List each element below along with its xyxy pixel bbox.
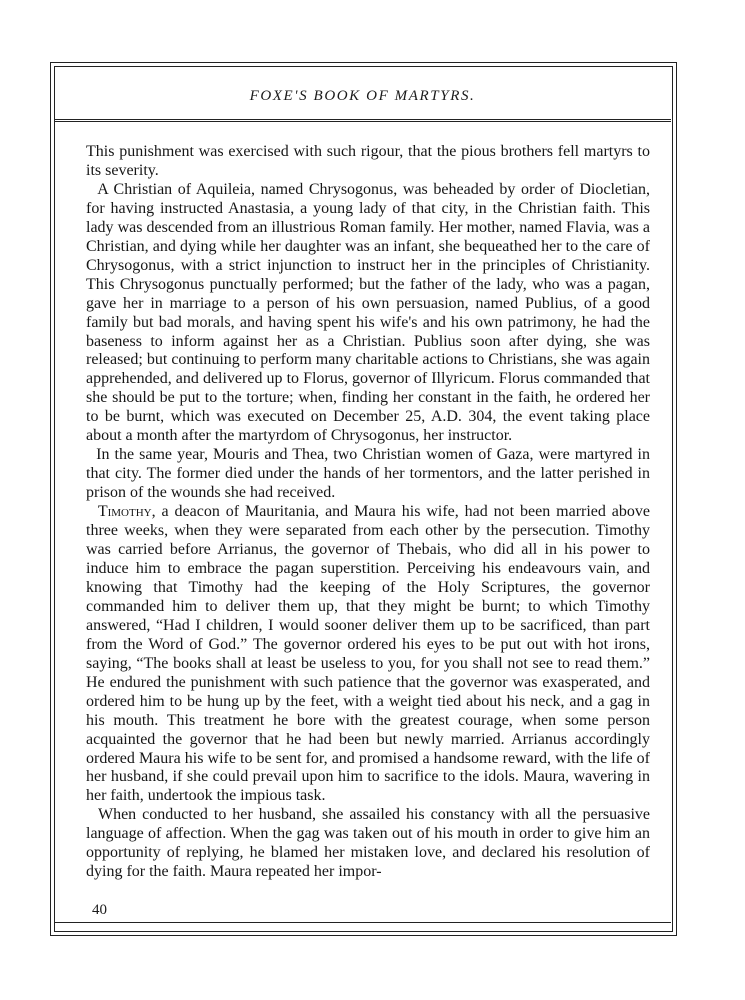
running-header-title: FOXE'S BOOK OF MARTYRS. [249,88,476,104]
footer-rule [54,922,671,923]
paragraph-2 [86,181,650,446]
paragraph-1 [86,143,650,181]
paragraph-text: In the same year, Mouris and Thea, two Christian women of Gaza, were martyred in that city. The former died under the hands of her tormentors, and the latter perished in prison of the wounds she had received. [86,446,651,502]
paragraph-3 [86,446,650,503]
paragraph-5 [86,806,650,882]
paragraph-lead-word: Timothy [97,503,152,521]
paragraph-text: This punishment was exercised with such rigour, that the pious brothers fell martyrs to its severity. [86,143,650,179]
body-text [86,143,650,882]
page-number: 40 [92,902,107,918]
paragraph-text: When conducted to her husband, she assailed his constancy with all the persuasive language of affection. When the gag was taken out of his mouth in order to give him an opportunity of replying, he blamed her mistaken love, and declared his resolution of dying for the faith. Maura repeated her impor- [86,806,651,881]
running-header [54,66,671,122]
paragraph-text: , a deacon of Mauritania, and Maura his wife, had not been married above three weeks, when they were separated from each other by the persecution. Timothy was carried before Arrianus, the governor of Thebais, who did all in his power to induce him to embrace the pagan superstition. Perceiving his endeavours vain, and knowing that Timothy had the keeping of the Holy Scriptures, the governor commanded him to deliver them up, that they might be burnt; to which Timothy answered, “Had I children, I would sooner deliver them up to be sacrificed, than part from the Word of God.” The governor ordered his eyes to be put out with hot irons, saying, “The books shall at least be useless to you, for you shall not see to read them.” He endured the punishment with such patience that the governor was exasperated, and ordered him to be hung up by the feet, with a weight tied about his neck, and a gag in his mouth. This treatment he bore with the greatest courage, when some person acquainted the governor that he had been but newly married. Arrianus accordingly ordered Maura his wife to be sent for, and promised a handsome reward, with the life of her husband, if she could prevail upon him to sacrifice to the idols. Maura, wavering in her faith, undertook the impious task. [86,503,651,805]
paragraph-4 [86,503,650,806]
paragraph-text: A Christian of Aquileia, named Chrysogonus, was beheaded by order of Diocletian, for having instructed Anastasia, a young lady of that city, in the Christian faith. This lady was descended from an illustrious Roman family. Her mother, named Flavia, was a Christian, and dying while her daughter was an infant, she bequeathed her to the care of Chrysogonus, with a strict injunction to instruct her in the principles of Christianity. This Chrysogonus punctually performed; but the father of the lady, who was a pagan, gave her in marriage to a person of his own persuasion, named Publius, of a good family but bad morals, and having spent his wife's and his own patrimony, he had the baseness to inform against her as a Christian. Publius soon after dying, she was released; but continuing to perform many charitable actions to Christians, she was again apprehended, and delivered up to Florus, governor of Illyricum. Florus commanded that she should be put to the torture; when, finding her constant in the faith, he ordered her to be burnt, which was executed on December 25, A.D. 304, the event taking place about a month after the martyrdom of Chrysogonus, her instructor. [86,180,650,445]
